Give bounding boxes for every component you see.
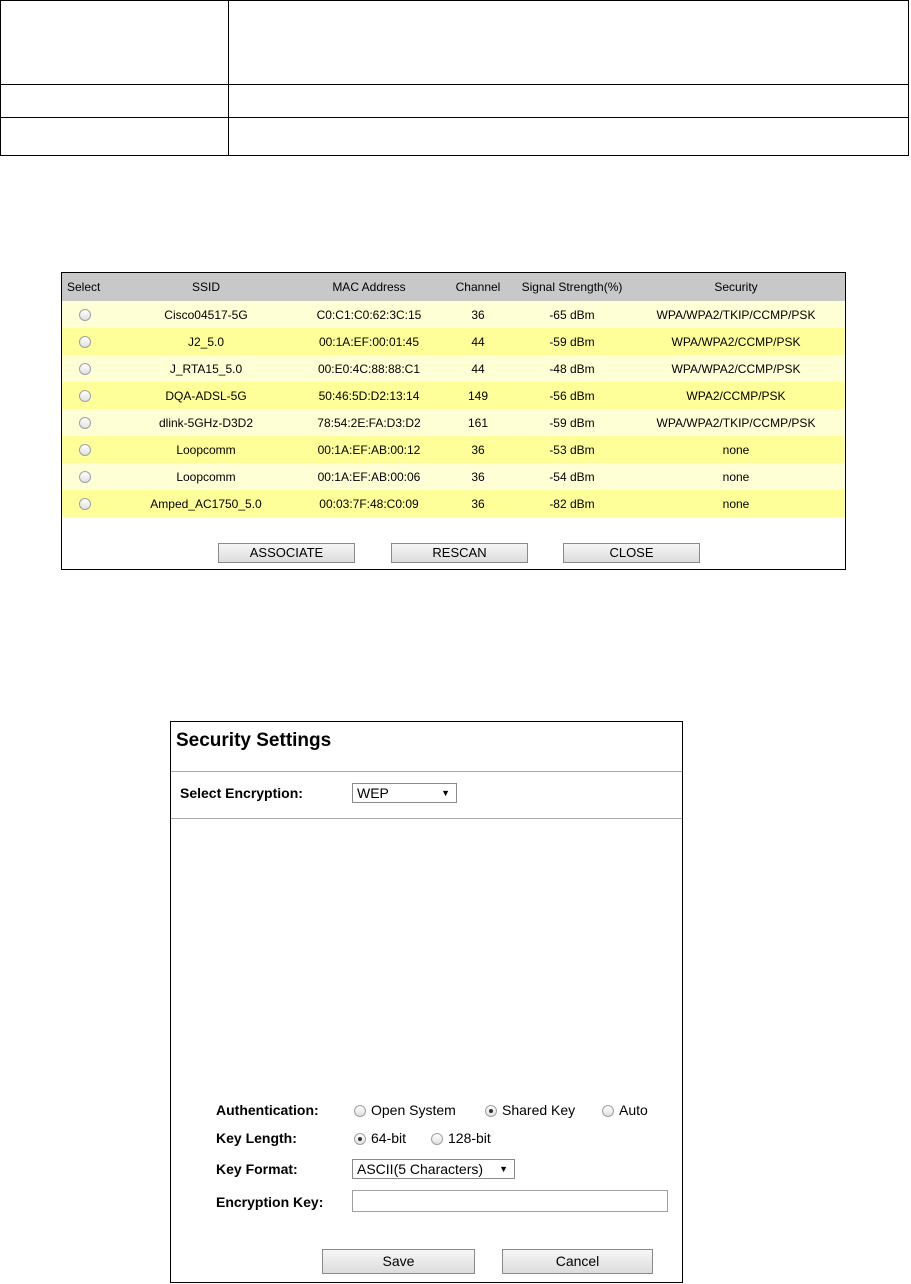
top-info-table	[0, 0, 909, 156]
channel-cell: 36	[439, 301, 517, 328]
radio-button[interactable]	[602, 1105, 614, 1117]
security-cell: WPA/WPA2/CCMP/PSK	[627, 328, 845, 355]
signal-cell: -56 dBm	[517, 382, 627, 409]
mac-cell: 00:1A:EF:AB:00:06	[299, 463, 439, 490]
column-header-channel: Channel	[439, 273, 517, 301]
select-radio[interactable]	[79, 363, 91, 375]
select-radio[interactable]	[79, 471, 91, 483]
divider	[171, 771, 682, 772]
channel-cell: 36	[439, 463, 517, 490]
encryption-key-label: Encryption Key:	[216, 1194, 324, 1210]
chevron-down-icon: ▼	[499, 1164, 508, 1174]
security-cell: WPA/WPA2/TKIP/CCMP/PSK	[627, 409, 845, 436]
mac-cell: 00:1A:EF:AB:00:12	[299, 436, 439, 463]
radio-label: 64-bit	[371, 1130, 407, 1146]
encryption-select-value: WEP	[357, 785, 389, 801]
mac-cell: 00:1A:EF:00:01:45	[299, 328, 439, 355]
table-row[interactable]	[62, 490, 845, 517]
select-radio-cell	[62, 355, 113, 382]
radio-button[interactable]	[431, 1133, 443, 1145]
mac-cell: 00:E0:4C:88:88:C1	[299, 355, 439, 382]
select-radio-cell	[62, 301, 113, 328]
signal-cell: -53 dBm	[517, 436, 627, 463]
security-cell: WPA/WPA2/CCMP/PSK	[627, 355, 845, 382]
select-radio[interactable]	[79, 444, 91, 456]
security-settings-panel	[170, 721, 683, 1283]
site-survey-table	[62, 273, 845, 517]
radio-label: Open System	[371, 1102, 456, 1118]
select-radio-cell	[62, 382, 113, 409]
table-row[interactable]	[62, 409, 845, 436]
table-row[interactable]	[62, 355, 845, 382]
security-cell: none	[627, 436, 845, 463]
security-cell: none	[627, 490, 845, 517]
save-button[interactable]: Save	[322, 1249, 475, 1274]
radio-label: Auto	[619, 1102, 648, 1118]
radio-button[interactable]	[354, 1133, 366, 1145]
column-header-signal: Signal Strength(%)	[517, 273, 627, 301]
channel-cell: 44	[439, 355, 517, 382]
ssid-cell: J_RTA15_5.0	[113, 355, 299, 382]
security-cell: WPA2/CCMP/PSK	[627, 382, 845, 409]
select-radio-cell	[62, 490, 113, 517]
table-cell	[229, 85, 909, 118]
mac-cell: C0:C1:C0:62:3C:15	[299, 301, 439, 328]
chevron-down-icon: ▼	[441, 788, 450, 798]
channel-cell: 36	[439, 490, 517, 517]
table-row[interactable]	[62, 382, 845, 409]
table-row[interactable]	[62, 328, 845, 355]
table-cell	[1, 118, 229, 156]
ssid-cell: DQA-ADSL-5G	[113, 382, 299, 409]
column-header-security: Security	[627, 273, 845, 301]
radio-label: 128-bit	[448, 1130, 491, 1146]
key-length-option-128-bit[interactable]	[431, 1130, 491, 1146]
table-cell	[1, 85, 229, 118]
security-cell: none	[627, 463, 845, 490]
table-row[interactable]	[62, 463, 845, 490]
radio-button[interactable]	[485, 1105, 497, 1117]
key-format-label: Key Format:	[216, 1161, 298, 1177]
select-radio-cell	[62, 463, 113, 490]
authentication-label: Authentication:	[216, 1102, 319, 1118]
ssid-cell: Loopcomm	[113, 436, 299, 463]
select-radio[interactable]	[79, 390, 91, 402]
table-row[interactable]	[62, 301, 845, 328]
radio-button[interactable]	[354, 1105, 366, 1117]
table-header-row	[62, 273, 845, 301]
signal-cell: -54 dBm	[517, 463, 627, 490]
cancel-button[interactable]: Cancel	[502, 1249, 653, 1274]
table-row	[1, 85, 909, 118]
associate-button[interactable]: ASSOCIATE	[218, 543, 355, 563]
channel-cell: 44	[439, 328, 517, 355]
auth-option-shared-key[interactable]	[485, 1102, 575, 1118]
security-cell: WPA/WPA2/TKIP/CCMP/PSK	[627, 301, 845, 328]
select-encryption-label: Select Encryption:	[180, 785, 303, 801]
radio-label: Shared Key	[502, 1102, 576, 1118]
key-length-option-64-bit[interactable]	[354, 1130, 406, 1146]
signal-cell: -65 dBm	[517, 301, 627, 328]
encryption-select[interactable]	[352, 783, 457, 803]
ssid-cell: J2_5.0	[113, 328, 299, 355]
select-radio[interactable]	[79, 498, 91, 510]
survey-button-bar	[62, 543, 845, 563]
select-radio[interactable]	[79, 336, 91, 348]
select-radio-cell	[62, 409, 113, 436]
ssid-cell: Loopcomm	[113, 463, 299, 490]
select-radio-cell	[62, 436, 113, 463]
column-header-mac: MAC Address	[299, 273, 439, 301]
key-format-select-value: ASCII(5 Characters)	[357, 1161, 484, 1177]
select-radio[interactable]	[79, 417, 91, 429]
ssid-cell: Cisco04517-5G	[113, 301, 299, 328]
page-title: Security Settings	[176, 730, 332, 751]
table-cell	[229, 1, 909, 85]
signal-cell: -59 dBm	[517, 409, 627, 436]
mac-cell: 50:46:5D:D2:13:14	[299, 382, 439, 409]
column-header-select: Select	[62, 273, 113, 301]
auth-option-open-system[interactable]	[354, 1102, 456, 1118]
channel-cell: 36	[439, 436, 517, 463]
rescan-button[interactable]: RESCAN	[391, 543, 528, 563]
signal-cell: -48 dBm	[517, 355, 627, 382]
auth-option-auto[interactable]	[602, 1102, 648, 1118]
table-cell	[229, 118, 909, 156]
channel-cell: 149	[439, 382, 517, 409]
key-format-select[interactable]	[352, 1159, 515, 1179]
table-cell	[1, 1, 229, 85]
signal-cell: -59 dBm	[517, 328, 627, 355]
key-length-label: Key Length:	[216, 1130, 297, 1146]
close-button[interactable]: CLOSE	[563, 543, 700, 563]
mac-cell: 78:54:2E:FA:D3:D2	[299, 409, 439, 436]
channel-cell: 161	[439, 409, 517, 436]
select-radio-cell	[62, 328, 113, 355]
table-row	[1, 1, 909, 85]
select-radio[interactable]	[79, 309, 91, 321]
divider	[171, 818, 682, 819]
site-survey-panel	[61, 272, 846, 570]
mac-cell: 00:03:7F:48:C0:09	[299, 490, 439, 517]
table-row[interactable]	[62, 436, 845, 463]
ssid-cell: Amped_AC1750_5.0	[113, 490, 299, 517]
signal-cell: -82 dBm	[517, 490, 627, 517]
table-row	[1, 118, 909, 156]
ssid-cell: dlink-5GHz-D3D2	[113, 409, 299, 436]
column-header-ssid: SSID	[113, 273, 299, 301]
encryption-key-input[interactable]	[352, 1190, 668, 1212]
